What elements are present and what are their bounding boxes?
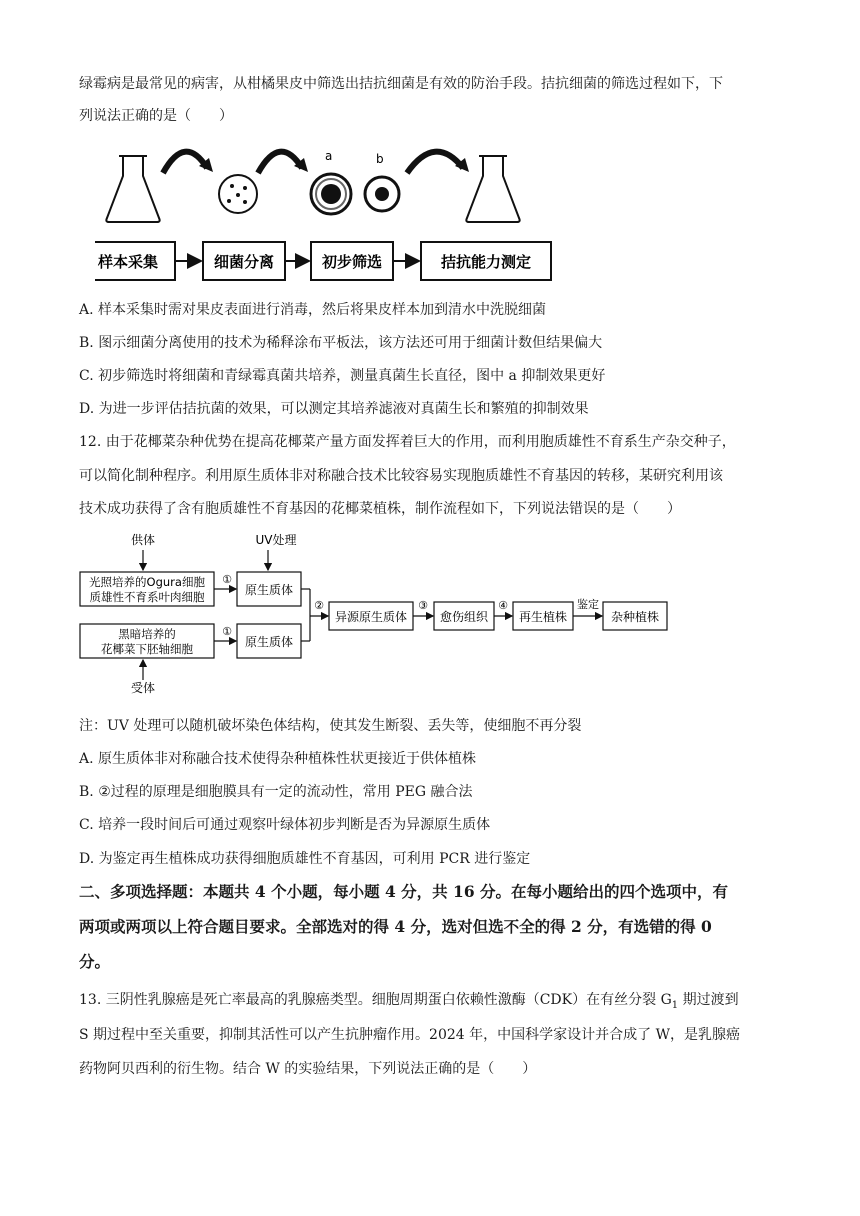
uv-label: UV处理 xyxy=(255,533,297,547)
q12-stem-line3: 技术成功获得了含有胞质雄性不育基因的花椰菜植株，制作流程如下，下列说法错误的是（ ） xyxy=(79,501,681,517)
protoplast-donor: 原生质体 xyxy=(244,583,294,597)
protoplast-recipient: 原生质体 xyxy=(244,635,294,649)
section2-heading-line1: 二、多项选择题：本题共 4 个小题，每小题 4 分，共 16 分。在每小题给出的四个选项中，有 xyxy=(79,882,729,901)
step-number: ④ xyxy=(498,599,508,612)
identify-label: 鉴定 xyxy=(577,598,599,611)
flask-icon xyxy=(106,156,159,222)
g1-symbol: G xyxy=(660,992,672,1008)
step-number: ① xyxy=(222,573,232,586)
q13-stem-line1-text: 13. 三阴性乳腺癌是死亡率最高的乳腺癌类型。细胞周期蛋白依赖性激酶（CDK）在有丝分裂 xyxy=(79,992,661,1008)
q13-stem-line1-tail: 期过渡到 xyxy=(678,992,739,1008)
g1-subscript: 1 xyxy=(671,999,679,1011)
q12-option-b: B. ②过程的原理是细胞膜具有一定的流动性，常用 PEG 融合法 xyxy=(79,784,473,800)
section2-heading-line3: 分。 xyxy=(79,952,111,971)
step-measure: 拮抗能力测定 xyxy=(440,253,532,271)
q11-option-d: D. 为进一步评估拮抗菌的效果，可以测定其培养滤液对真菌生长和繁殖的抑制效果 xyxy=(79,401,589,417)
hybrid-plant: 杂种植株 xyxy=(610,610,660,624)
q11-option-c: C. 初步筛选时将细菌和青绿霉真菌共培养，测量真菌生长直径，图中 a 抑制效果更好 xyxy=(79,368,606,384)
step-number: ② xyxy=(314,599,324,612)
label-b: b xyxy=(376,152,384,166)
q12-note: 注：UV 处理可以随机破坏染色体结构，使其发生断裂、丢失等，使细胞不再分裂 xyxy=(79,718,582,734)
recipient-cell-line2: 花椰菜下胚轴细胞 xyxy=(101,642,193,656)
callus: 愈伤组织 xyxy=(439,610,489,624)
step-screen: 初步筛选 xyxy=(321,253,383,271)
section2-heading-line2: 两项或两项以上符合题目要求。全部选对的得 4 分，选对但选不全的得 2 分，有选错的得 0 xyxy=(79,917,712,936)
label-a: a xyxy=(325,149,333,163)
q11-diagram xyxy=(95,138,565,288)
curved-arrow-icon xyxy=(163,152,207,173)
step-isolate: 细菌分离 xyxy=(213,253,275,271)
donor-cell-line2: 质雄性不育系叶肉细胞 xyxy=(89,590,205,604)
donor-label: 供体 xyxy=(130,533,156,547)
flask-icon xyxy=(466,156,519,222)
petri-dish-b xyxy=(365,177,399,211)
petri-dish-a xyxy=(311,174,351,214)
step-number: ③ xyxy=(418,599,428,612)
q12-option-c: C. 培养一段时间后可通过观察叶绿体初步判断是否为异源原生质体 xyxy=(79,817,491,833)
curved-arrow-icon xyxy=(407,152,463,173)
q13-stem-line2: S 期过程中至关重要，抑制其活性可以产生抗肿瘤作用。2024 年，中国科学家设计并合成了 W，是乳腺癌 xyxy=(79,1027,740,1043)
q11-option-a: A. 样本采集时需对果皮表面进行消毒，然后将果皮样本加到清水中洗脱细菌 xyxy=(79,302,547,318)
q12-flowchart xyxy=(78,530,678,698)
q12-stem-line1: 12. 由于花椰菜杂种优势在提高花椰菜产量方面发挥着巨大的作用，而利用胞质雄性不育系生产杂交种子， xyxy=(79,434,736,450)
q11-stem-line2: 列说法正确的是（ ） xyxy=(79,108,233,124)
petri-dish-dots xyxy=(219,175,257,213)
recipient-label: 受体 xyxy=(130,681,156,695)
curved-arrow-icon xyxy=(258,152,302,173)
q13-stem-line3: 药物阿贝西利的衍生物。结合 W 的实验结果，下列说法正确的是（ ） xyxy=(79,1061,537,1077)
donor-cell-line1: 光照培养的Ogura细胞 xyxy=(89,575,205,589)
q12-option-d: D. 为鉴定再生植株成功获得细胞质雄性不育基因，可利用 PCR 进行鉴定 xyxy=(79,851,531,867)
regenerated-plant: 再生植株 xyxy=(518,610,568,624)
q12-option-a: A. 原生质体非对称融合技术使得杂种植株性状更接近于供体植株 xyxy=(79,751,477,767)
hetero-protoplast: 异源原生质体 xyxy=(334,610,408,624)
q12-stem-line2: 可以简化制种程序。利用原生质体非对称融合技术比较容易实现胞质雄性不育基因的转移，某研究利用该 xyxy=(79,468,723,484)
q13-stem-line1 xyxy=(79,990,784,1016)
step-sample: 样本采集 xyxy=(97,253,159,271)
q11-option-b: B. 图示细菌分离使用的技术为稀释涂布平板法，该方法还可用于细菌计数但结果偏大 xyxy=(79,335,603,351)
step-number: ① xyxy=(222,625,232,638)
recipient-cell-line1: 黑暗培养的 xyxy=(118,627,176,641)
q11-stem-line1: 绿霉病是最常见的病害，从柑橘果皮中筛选出拮抗细菌是有效的防治手段。拮抗细菌的筛选过程如下，下 xyxy=(79,76,723,92)
